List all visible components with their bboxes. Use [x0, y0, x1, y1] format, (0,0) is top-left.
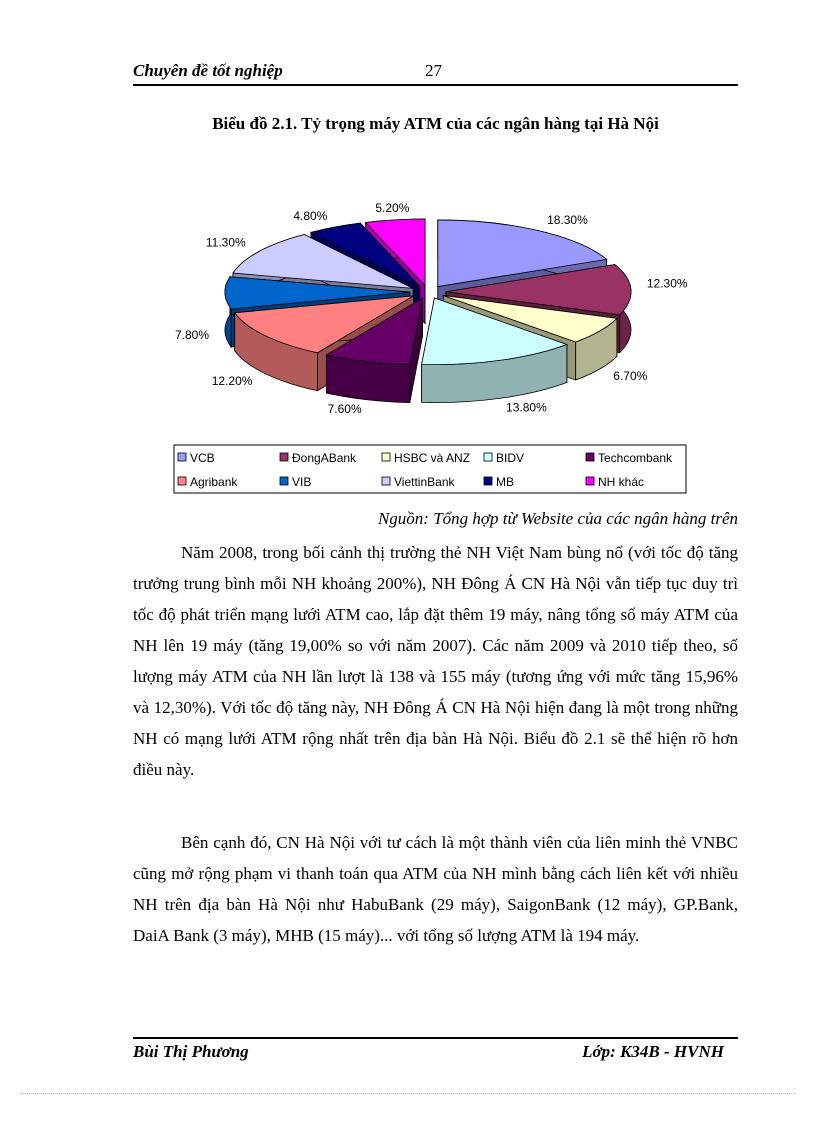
legend-label: NH khác	[598, 475, 645, 489]
legend-label: Techcombank	[598, 451, 673, 465]
legend-item	[280, 451, 357, 465]
legend-swatch	[484, 477, 492, 485]
page-footer	[133, 1042, 738, 1066]
chart-source: Nguồn: Tổng hợp từ Website của các ngân hàng trên	[377, 509, 738, 528]
data-label: 11.30%	[205, 235, 246, 250]
legend-label: MB	[496, 475, 514, 489]
legend-label: Agribank	[190, 475, 238, 489]
legend-label: VIB	[292, 475, 312, 489]
legend-label: HSBC và ANZ	[394, 451, 471, 465]
page-number: 27	[425, 61, 442, 80]
legend	[174, 445, 686, 493]
legend-swatch	[382, 477, 390, 485]
paragraph-2: Bên cạnh đó, CN Hà Nội với tư cách là một thành viên của liên minh thẻ VNBC cũng mở rộng phạm vi thanh toán qua ATM của NH mình bằng cách liên kết với nhiều NH trên địa bàn Hà Nội như HabuBank (29 máy), SaigonBank (12 máy), GP.Bank, DaiA Bank (3 máy), MHB (15 máy)... với tổng số lượng ATM là 194 máy.	[133, 833, 738, 945]
legend-swatch	[280, 453, 288, 461]
legend-label: ĐongABank	[292, 451, 357, 465]
data-label: 18.30%	[547, 212, 588, 227]
legend-swatch	[280, 477, 288, 485]
chart-title: Biểu đồ 2.1. Tỷ trọng máy ATM của các ngân hàng tại Hà Nội	[212, 114, 659, 133]
data-label: 12.30%	[646, 276, 688, 291]
data-label: 12.20%	[211, 374, 253, 389]
legend-swatch	[178, 453, 186, 461]
data-label: 7.80%	[174, 327, 210, 342]
legend-label: ViettinBank	[394, 475, 455, 489]
footer-author: Bùi Thị Phương	[133, 1042, 249, 1061]
page-header	[133, 61, 738, 83]
data-label: 13.80%	[506, 400, 547, 415]
data-label: 6.70%	[613, 369, 648, 384]
legend-item	[382, 451, 470, 465]
legend-item	[586, 451, 673, 465]
paragraph-1: Năm 2008, trong bối cảnh thị trường thẻ NH Việt Nam bùng nổ (với tốc độ tăng trưởng trung bình mỗi NH khoảng 200%), NH Đông Á CN Hà Nội vẫn tiếp tục duy trì tốc độ phát triển mạng lưới ATM cao, lắp đặt thêm 19 máy, nâng tổng số máy ATM của NH lên 19 máy (tăng 19,00% so với năm 2007). Các năm 2009 và 2010 tiếp theo, số lượng máy ATM của NH lần lượt là 138 và 155 máy (tương ứng với mức tăng 15,96% và 12,30%). Với tốc độ tăng này, NH Đông Á CN Hà Nội hiện đang là một trong những NH có mạng lưới ATM rộng nhất trên địa bàn Hà Nội. Biểu đồ 2.1 sẽ thể hiện rõ hơn điều này.	[133, 543, 738, 779]
page-edge-divider	[20, 1093, 796, 1094]
legend-item	[382, 475, 455, 489]
legend-swatch	[484, 453, 492, 461]
legend-label: VCB	[190, 451, 215, 465]
legend-label: BIDV	[496, 451, 525, 465]
footer-rule	[133, 1037, 738, 1039]
data-label: 4.80%	[293, 208, 328, 223]
legend-swatch	[178, 477, 186, 485]
pie-slices	[225, 219, 631, 403]
legend-swatch	[382, 453, 390, 461]
data-label: 5.20%	[375, 201, 410, 216]
legend-swatch	[586, 453, 594, 461]
legend-swatch	[586, 477, 594, 485]
data-label: 7.60%	[327, 402, 362, 417]
header-title: Chuyên đề tốt nghiệp	[133, 61, 283, 80]
header-rule	[133, 84, 738, 86]
pie-chart	[160, 180, 688, 500]
footer-class: Lớp: K34B - HVNH	[582, 1042, 724, 1061]
